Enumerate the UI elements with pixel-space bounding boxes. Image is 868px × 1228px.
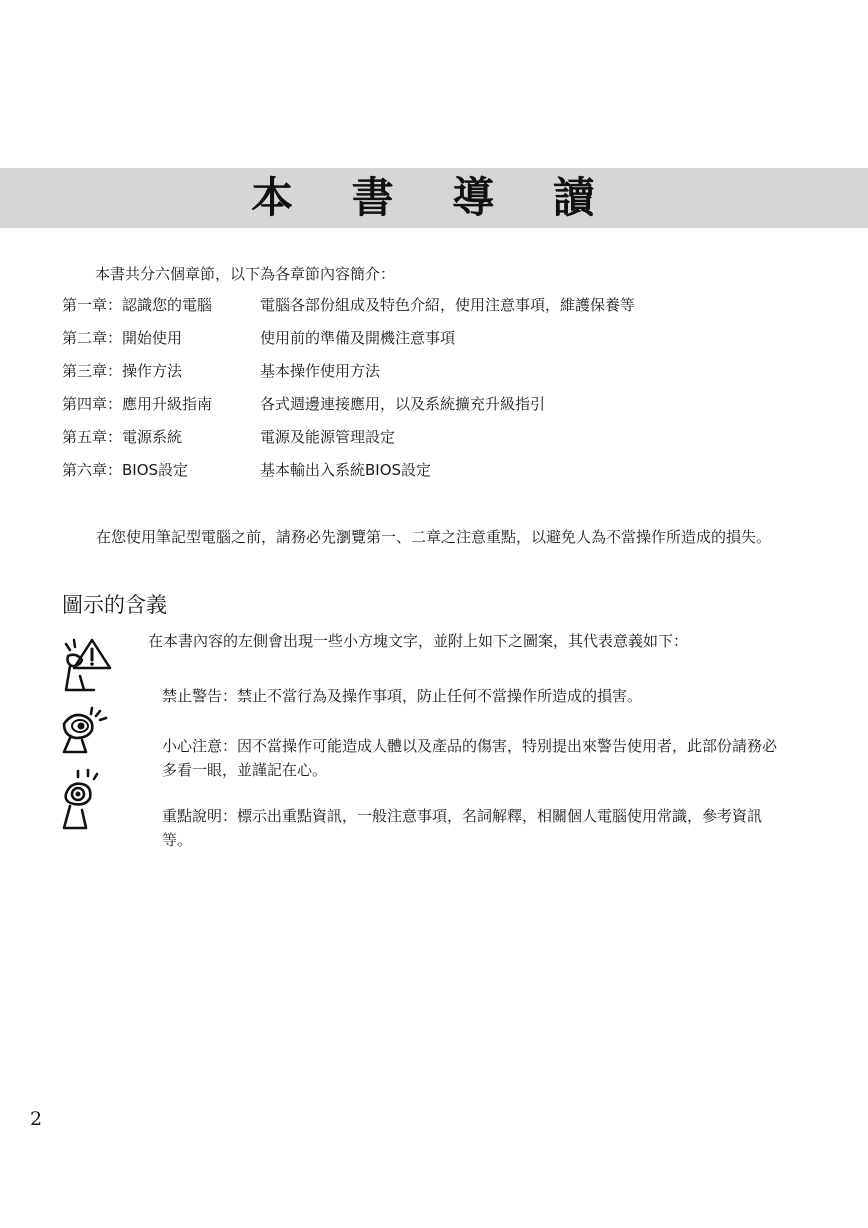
chapter-desc: 使用前的準備及開機注意事項 bbox=[260, 329, 456, 347]
idea-bulb-icon bbox=[58, 768, 110, 832]
note-key-point: 重點說明：標示出重點資訊，一般注意事項，名詞解釋，相關個人電腦使用常識，參考資訊等。 bbox=[162, 807, 763, 849]
legend-intro: 在本書內容的左側會出現一些小方塊文字，並附上如下之圖案，其代表意義如下： bbox=[148, 632, 689, 650]
chapter-name: 第二章：開始使用 bbox=[62, 329, 183, 347]
chapter-desc: 基本操作使用方法 bbox=[260, 362, 381, 380]
chapter-name: 第五章：電源系統 bbox=[62, 428, 183, 446]
chapter-name: 第一章：認識您的電腦 bbox=[62, 296, 213, 314]
chapter-name: 第四章：應用升級指南 bbox=[62, 395, 213, 413]
page-number: 2 bbox=[30, 1108, 43, 1130]
chapter-name: 第三章：操作方法 bbox=[62, 362, 183, 380]
note-caution: 小心注意：因不當操作可能造成人體以及產品的傷害，特別提出來警告使用者，此部份請務必多看一眼，並謹記在心。 bbox=[162, 737, 778, 779]
chapter-desc: 電源及能源管理設定 bbox=[260, 428, 396, 446]
chapter-desc: 各式週邊連接應用，以及系統擴充升級指引 bbox=[260, 395, 546, 413]
note-prohibited: 禁止警告：禁止不當行為及操作事項，防止任何不當操作所造成的損害。 bbox=[162, 687, 643, 705]
page-title: 本 書 導 讀 bbox=[251, 173, 617, 222]
watchful-eye-icon bbox=[58, 706, 110, 756]
warning-triangle-icon bbox=[60, 636, 114, 694]
chapter-desc: 電腦各部份組成及特色介紹，使用注意事項，維護保養等 bbox=[260, 296, 636, 314]
precaution-paragraph: 在您使用筆記型電腦之前，請務必先瀏覽第一、二章之注意重點，以避免人為不當操作所造成的損失。 bbox=[96, 528, 772, 546]
chapter-desc: 基本輸出入系統BIOS設定 bbox=[260, 461, 432, 479]
chapter-name: 第六章：BIOS設定 bbox=[62, 461, 189, 479]
section-heading: 圖示的含義 bbox=[62, 593, 167, 617]
intro-text: 本書共分六個章節，以下為各章節內容簡介： bbox=[95, 265, 396, 283]
